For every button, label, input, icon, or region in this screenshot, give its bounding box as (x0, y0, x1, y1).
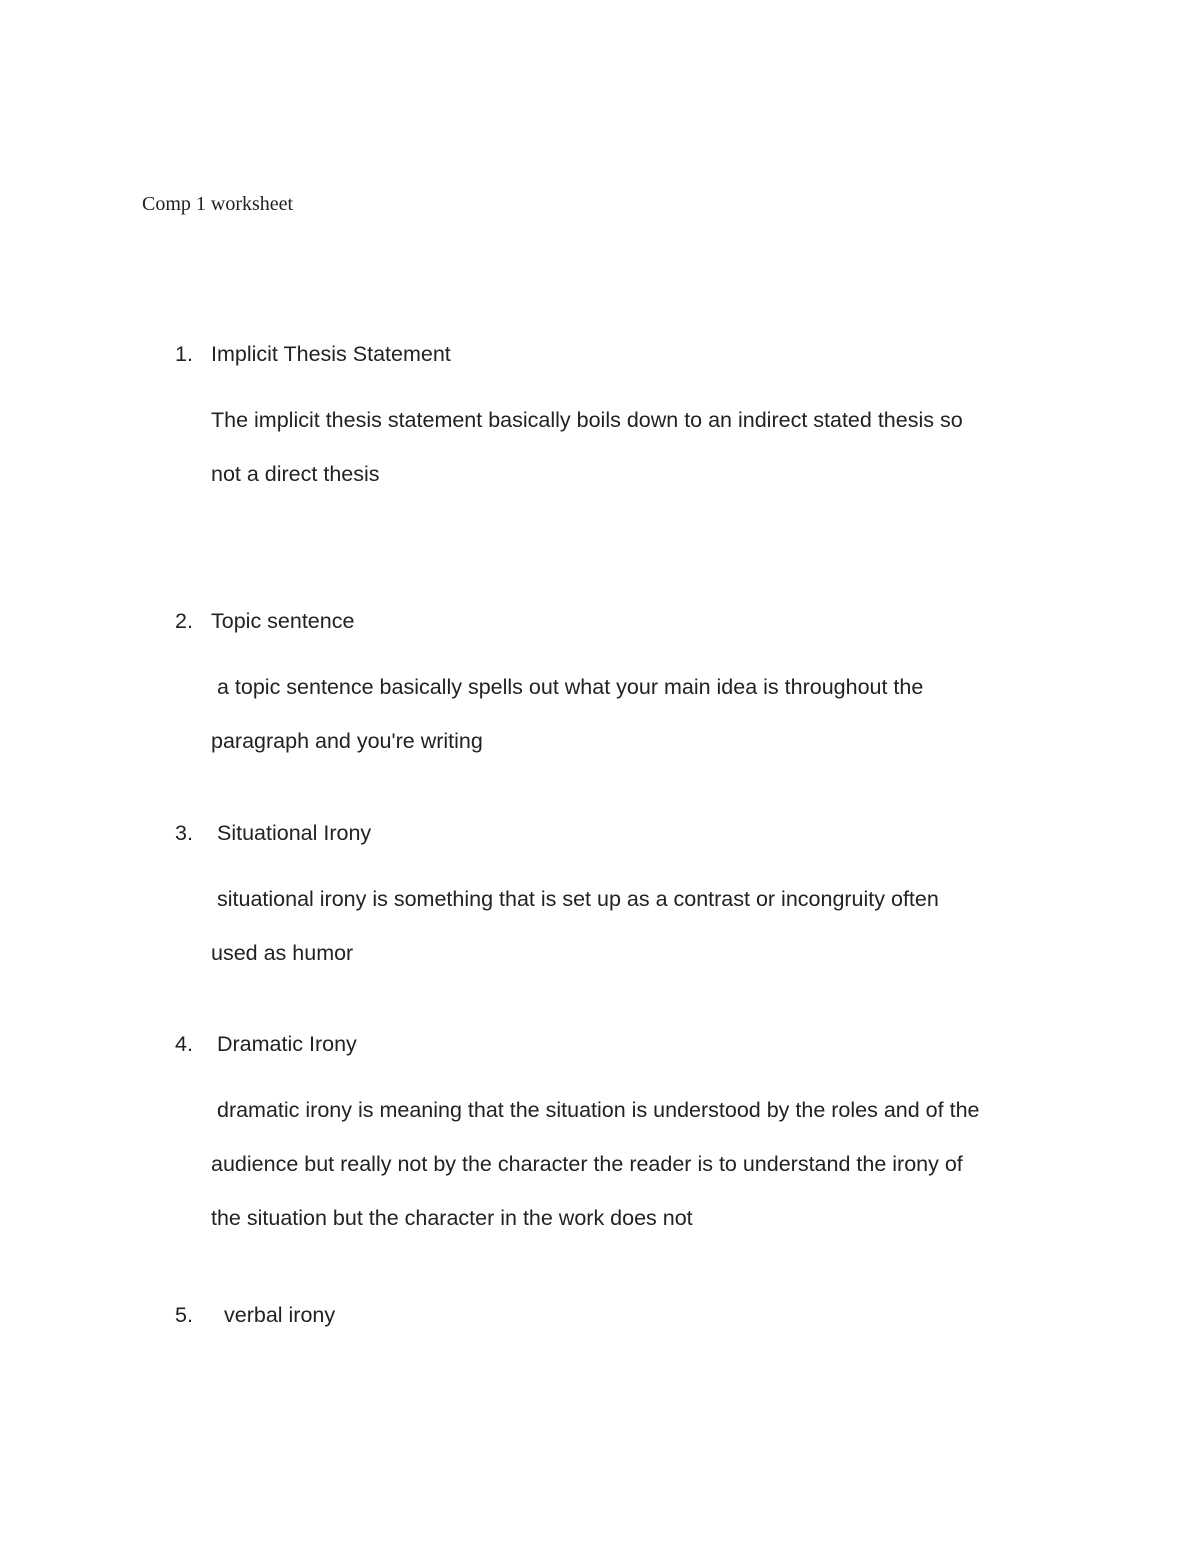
list-item-body: The implicit thesis statement basically boils down to an indirect stated thesis so not a direct thesis (211, 408, 963, 486)
list-number: 2. (175, 609, 193, 633)
list-item-body: a topic sentence basically spells out what your main idea is throughout the paragraph and you're writing (211, 675, 924, 753)
list-item-heading: Dramatic Irony (217, 1032, 357, 1056)
list-number: 1. (175, 342, 193, 366)
list-item-heading: verbal irony (224, 1303, 336, 1327)
list-item-heading: Topic sentence (211, 609, 355, 633)
page-title: Comp 1 worksheet (142, 193, 294, 215)
list-number: 4. (175, 1032, 193, 1056)
list-number: 5. (175, 1303, 193, 1327)
list-item-body: dramatic irony is meaning that the situation is understood by the roles and of the audience but really not by the character the reader is to understand the irony of the situation but the character in the work does not (211, 1098, 980, 1230)
list-item-heading: Situational Irony (217, 821, 372, 845)
list-number: 3. (175, 821, 193, 845)
list-item-body: situational irony is something that is set up as a contrast or incongruity often used as humor (211, 887, 939, 965)
list-item-heading: Implicit Thesis Statement (211, 342, 451, 366)
